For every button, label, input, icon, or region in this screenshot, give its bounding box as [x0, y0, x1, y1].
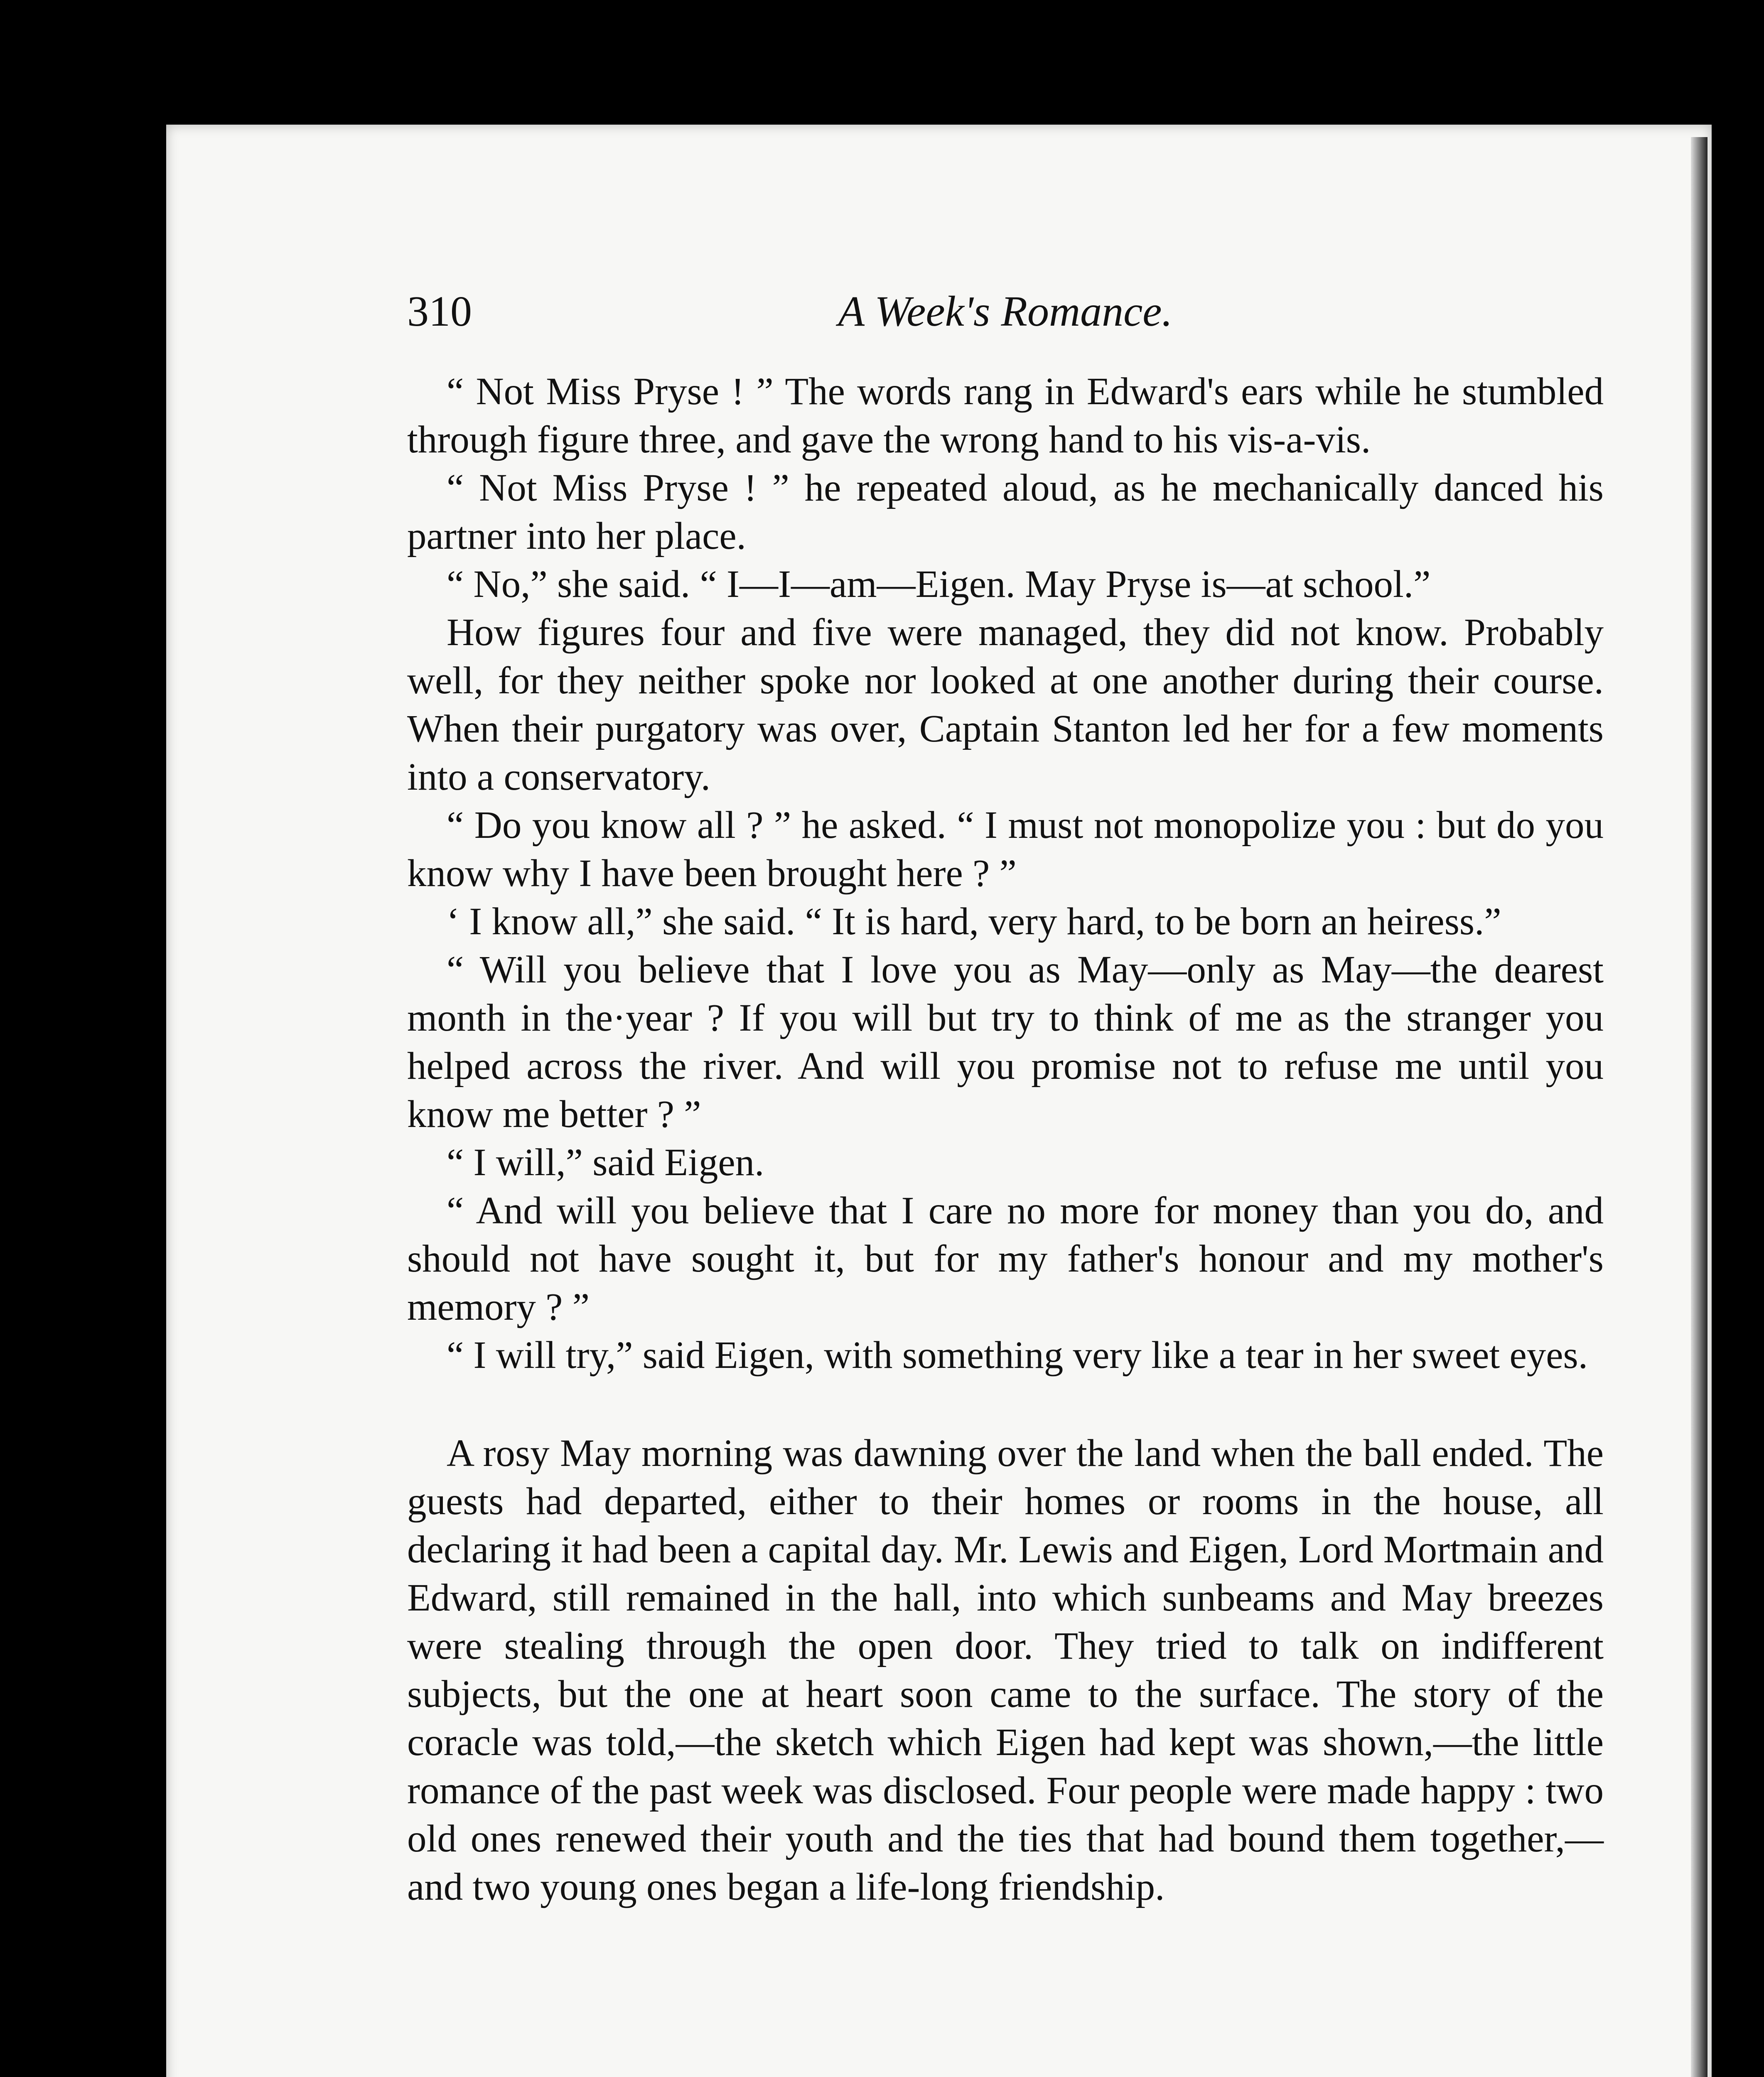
page-edge-shadow [1691, 137, 1707, 2077]
paragraph: How figures four and five were managed, they did not know. Probably well, for they neither spoke nor looked at one another during their course. When their purgatory was over, Captain Stanton led her for a few moments into a conservatory. [407, 611, 1604, 798]
paragraph: “ Will you believe that I love you as May—only as May—the dearest month in the·year ? If you will but try to think of me as the stranger you helped across the river. And will you promise not to refuse me until you know me better ? ” [407, 948, 1604, 1136]
page-title: A Week's Romance. [838, 287, 1173, 335]
paragraph: “ Do you know all ? ” he asked. “ I must not monopolize you : but do you know why I have been brought here ? ” [407, 804, 1604, 895]
paragraph: “ Not Miss Pryse ! ” The words rang in Edward's ears while he stumbled through figure three, and gave the wrong hand to his vis-a-vis. [407, 370, 1604, 461]
paragraph: “ No,” she said. “ I—I—am—Eigen. May Pryse is—at school.” [447, 563, 1431, 606]
paragraph: ‘ I know all,” she said. “ It is hard, very hard, to be born an heiress.” [447, 900, 1501, 943]
page-number: 310 [407, 287, 472, 335]
paragraph: “ I will,” said Eigen. [447, 1141, 764, 1184]
paragraph: A rosy May morning was dawning over the land when the ball ended. The guests had departed, either to their homes or rooms in the house, all declaring it had been a capital day. Mr. Lewis and Eigen, Lord Mortmain and Edward, still remained in the hall, into which sunbeams and May breezes were stealing through the open door. They tried to talk on indifferent subjects, but the one at heart soon came to the surface. The story of the coracle was told,—the sketch which Eigen had kept was shown,—the little romance of the past week was disclosed. Four people were made happy : two old ones renewed their youth and the ties that had bound them together,—and two young ones began a life-long friendship. [407, 1432, 1604, 1908]
section-break-space [407, 1380, 1604, 1429]
paragraph: “ Not Miss Pryse ! ” he repeated aloud, as he mechanically danced his partner into her place. [407, 466, 1604, 557]
running-head [407, 287, 1604, 345]
paragraph: “ And will you believe that I care no more for money than you do, and should not have sought it, but for my father's honour and my mother's memory ? ” [407, 1189, 1604, 1328]
body-text [407, 368, 1604, 1911]
paragraph: “ I will try,” said Eigen, with something very like a tear in her sweet eyes. [447, 1334, 1588, 1377]
